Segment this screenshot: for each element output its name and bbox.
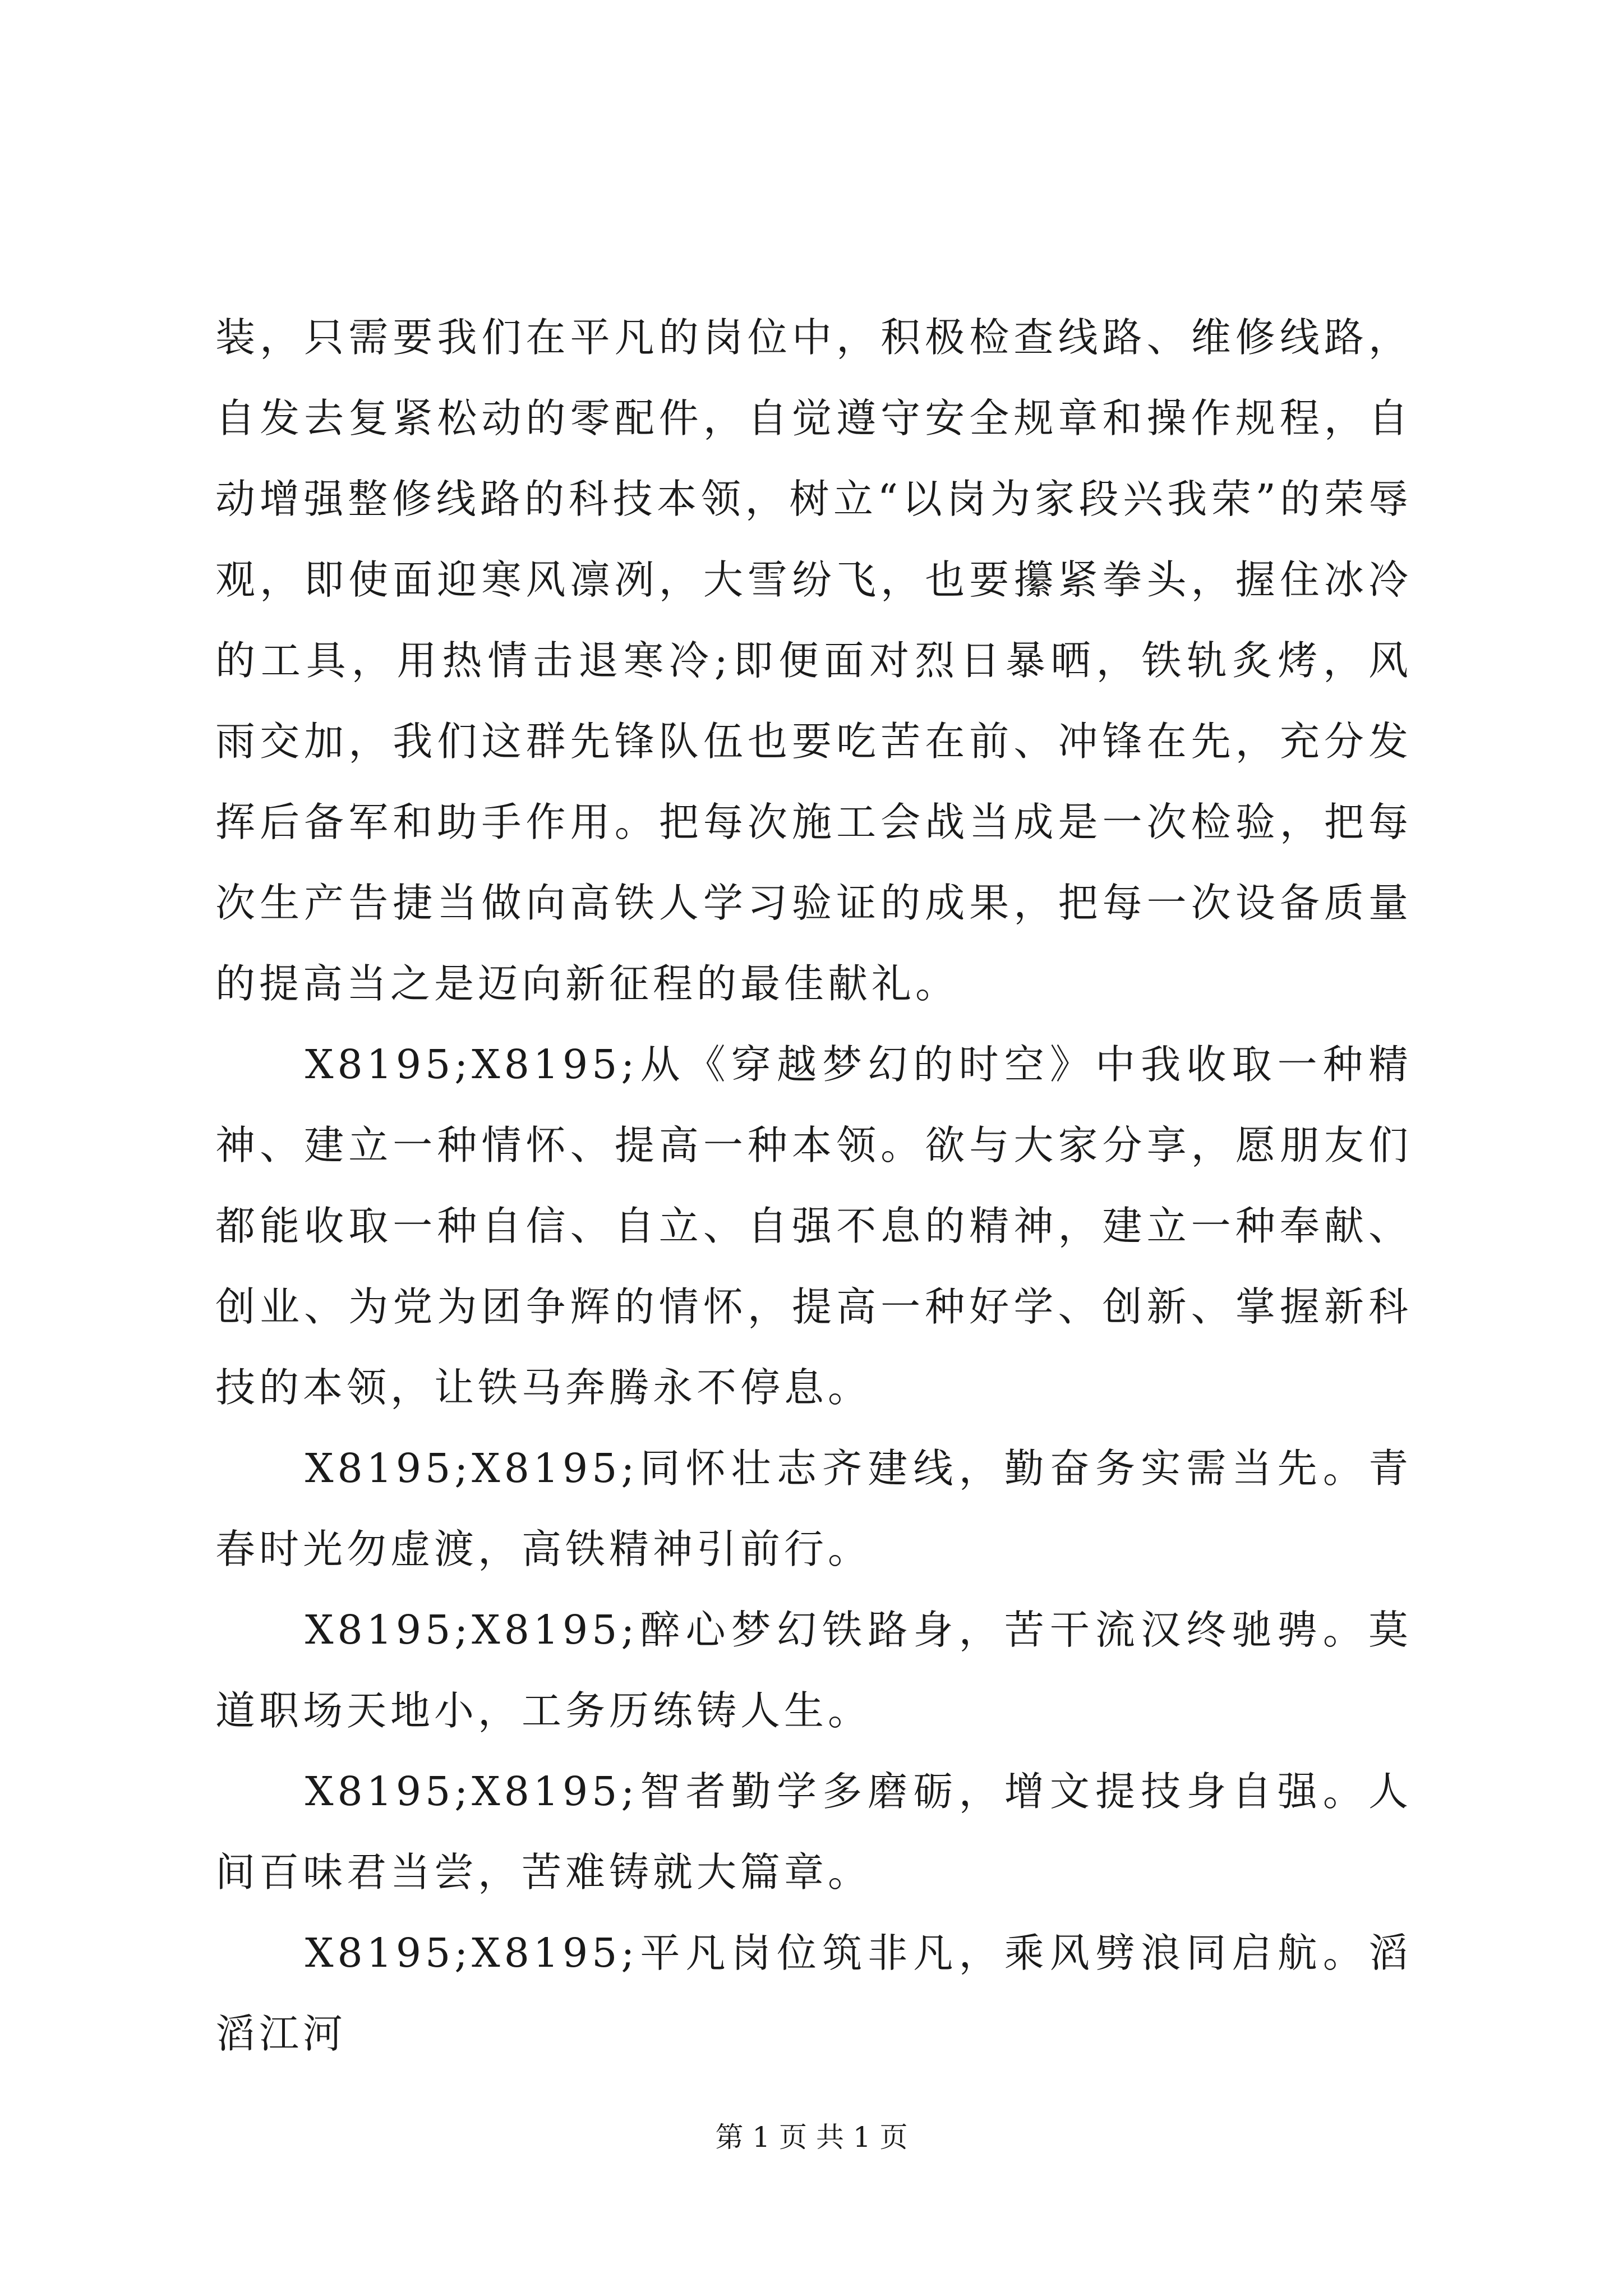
paragraph-5: X8195;X8195;智者勤学多磨砺，增文提技身自强。人间百味君当尝，苦难铸就大篇章。 [215,1768,1412,1895]
paragraph-4: X8195;X8195;醉心梦幻铁路身，苦干流汉终驰骋。莫道职场天地小，工务历练铸人生。 [215,1607,1412,1734]
paragraph-6: X8195;X8195;平凡岗位筑非凡，乘风劈浪同启航。滔滔江河 [215,1930,1412,2057]
paragraph-1: 装，只需要我们在平凡的岗位中，积极检查线路、维修线路，自发去复紧松动的零配件，自觉遵守安全规章和操作规程，自动增强整修线路的科技本领，树立“以岗为家段兴我荣”的荣辱观，即使面迎寒风凛冽，大雪纷飞，也要攥紧拳头，握住冰冷的工具，用热情击退寒冷;即便面对烈日暴晒，铁轨炙烤，风雨交加，我们这群先锋队伍也要吃苦在前、冲锋在先，充分发挥后备军和助手作用。把每次施工会战当成是一次检验，把每次生产告捷当做向高铁人学习验证的成果，把每一次设备质量的提高当之是迈向新征程的最佳献礼。 [215,314,1412,1007]
paragraph-2: X8195;X8195;从《穿越梦幻的时空》中我收取一种精神、建立一种情怀、提高一种本领。欲与大家分享，愿朋友们都能收取一种自信、自立、自强不息的精神，建立一种奉献、创业、为党为团争辉的情怀，提高一种好学、创新、掌握新科技的本领，让铁马奔腾永不停息。 [215,1041,1412,1411]
document-body [215,297,1412,2074]
paragraph-3: X8195;X8195;同怀壮志齐建线，勤奋务实需当先。青春时光勿虚渡，高铁精神引前行。 [215,1445,1412,1572]
page-footer: 第 1 页 共 1 页 [715,2121,908,2154]
